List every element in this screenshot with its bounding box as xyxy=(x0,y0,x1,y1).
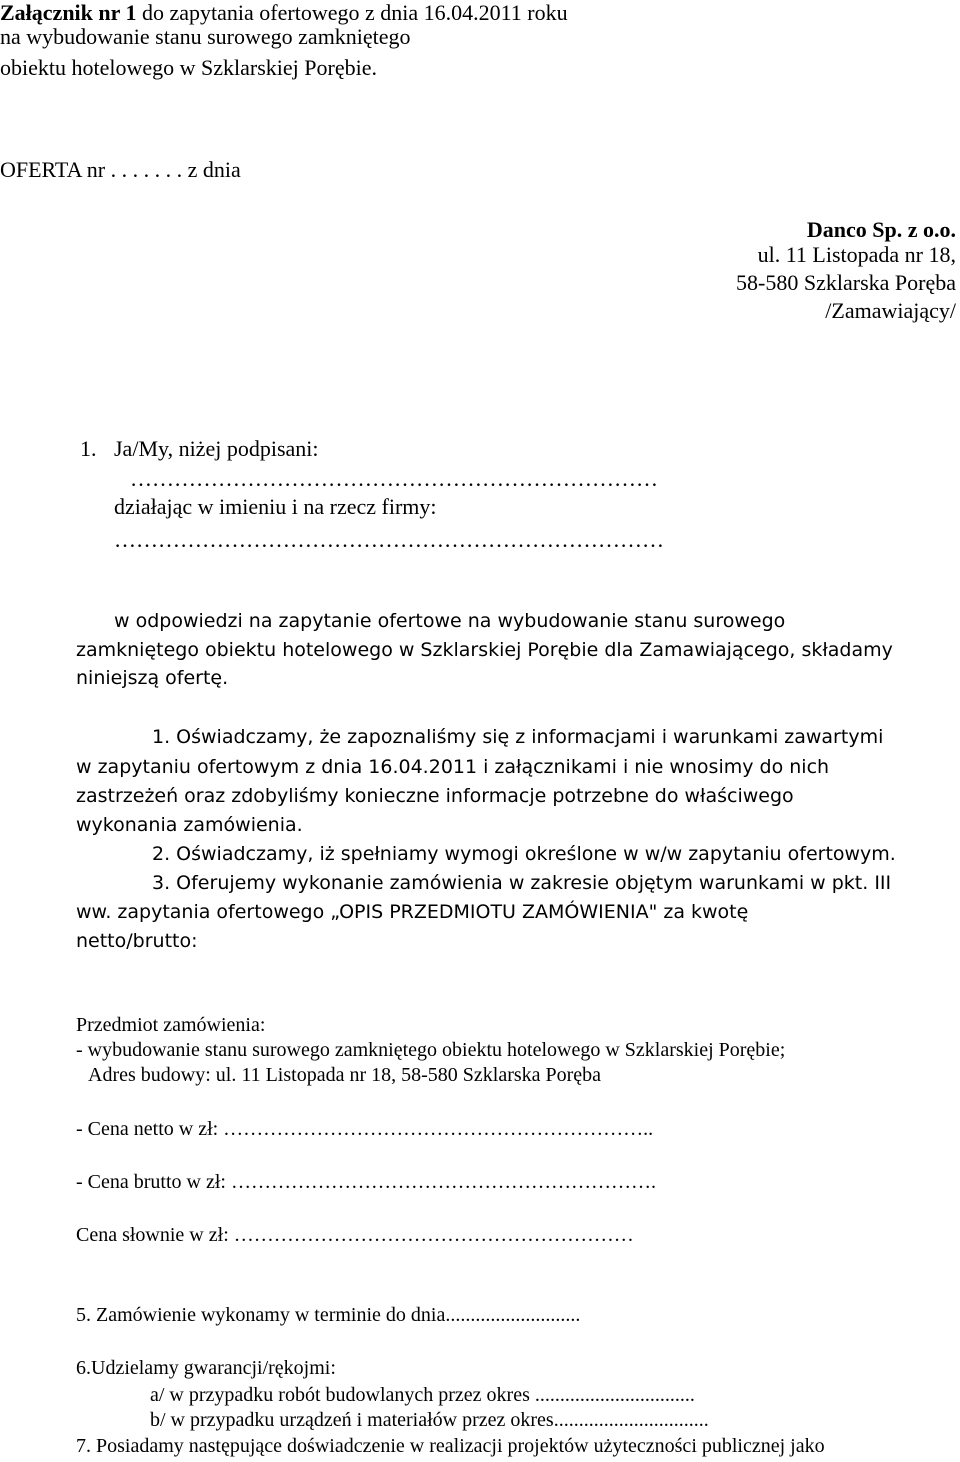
header-line-3: obiektu hotelowego w Szklarskiej Porębie. xyxy=(0,55,377,80)
header-line-2: na wybudowanie stanu surowego zamkniętego xyxy=(0,24,411,49)
gross-price-field: - Cena brutto w zł: ………………………………………………………. xyxy=(76,1171,656,1193)
recipient-role: /Zamawiający/ xyxy=(825,298,956,323)
declaration-line: 1. Oświadczamy, że zapoznaliśmy się z informacjami i warunkami zawartymi xyxy=(152,726,884,748)
experience-statement: 7. Posiadamy następujące doświadczenie w realizacji projektów użyteczności publicznej jako xyxy=(76,1435,825,1457)
intro-line: w odpowiedzi na zapytanie ofertowe na wybudowanie stanu surowego xyxy=(114,610,786,632)
net-price-field: - Cena netto w zł: ……………………………………………………….. xyxy=(76,1118,654,1140)
recipient-street: ul. 11 Listopada nr 18, xyxy=(757,242,956,267)
recipient-name: Danco Sp. z o.o. xyxy=(806,217,956,242)
offer-title: OFERTA nr . . . . . . . z dnia xyxy=(0,157,241,182)
attachment-number: Załącznik nr 1 xyxy=(0,0,137,25)
construction-address: Adres budowy: ul. 11 Listopada nr 18, 58-580 Szklarska Poręba xyxy=(88,1064,602,1086)
declaration-line: wykonania zamówienia. xyxy=(76,814,303,836)
completion-term: 5. Zamówienie wykonamy w terminie do dnia........................... xyxy=(76,1304,581,1326)
acting-on-behalf-label: działając w imieniu i na rzecz firmy: xyxy=(114,494,437,519)
declaration-line: zastrzeżeń oraz zdobyliśmy konieczne informacje potrzebne do właściwego xyxy=(76,785,794,807)
intro-line: niniejszą ofertę. xyxy=(76,667,229,689)
company-dots: ………………………………………………………………… xyxy=(114,527,664,552)
warranty-materials: b/ w przypadku urządzeń i materiałów przez okres............................... xyxy=(150,1409,709,1431)
signatories-label: Ja/My, niżej podpisani: xyxy=(114,436,319,461)
signatories-dots: ……………………………………………………………… xyxy=(130,466,658,491)
subject-item: - wybudowanie stanu surowego zamkniętego obiektu hotelowego w Szklarskiej Porębie; xyxy=(76,1039,786,1061)
declaration-line: netto/brutto: xyxy=(76,930,198,952)
warranty-title: 6.Udzielamy gwarancji/rękojmi: xyxy=(76,1357,336,1379)
declaration-line: 2. Oświadczamy, iż spełniamy wymogi określone w w/w zapytaniu ofertowym. xyxy=(152,843,896,865)
attachment-subtitle: do zapytania ofertowego z dnia 16.04.2011 roku xyxy=(136,0,568,25)
recipient-city: 58-580 Szklarska Poręba xyxy=(736,270,956,295)
subject-label: Przedmiot zamówienia: xyxy=(76,1014,266,1036)
warranty-construction: a/ w przypadku robót budowlanych przez okres ................................ xyxy=(150,1384,695,1406)
declaration-line: ww. zapytania ofertowego „OPIS PRZEDMIOTU ZAMÓWIENIA" za kwotę xyxy=(76,901,749,923)
attachment-heading xyxy=(0,0,568,26)
intro-line: zamkniętego obiektu hotelowego w Szklarskiej Porębie dla Zamawiającego, składamy xyxy=(76,639,893,661)
price-in-words-field: Cena słownie w zł: …………………………………………………… xyxy=(76,1224,634,1246)
section-number: 1. xyxy=(80,436,97,461)
declaration-line: 3. Oferujemy wykonanie zamówienia w zakresie objętym warunkami w pkt. III xyxy=(152,872,892,894)
declaration-line: w zapytaniu ofertowym z dnia 16.04.2011 i załącznikami i nie wnosimy do nich xyxy=(76,756,830,778)
